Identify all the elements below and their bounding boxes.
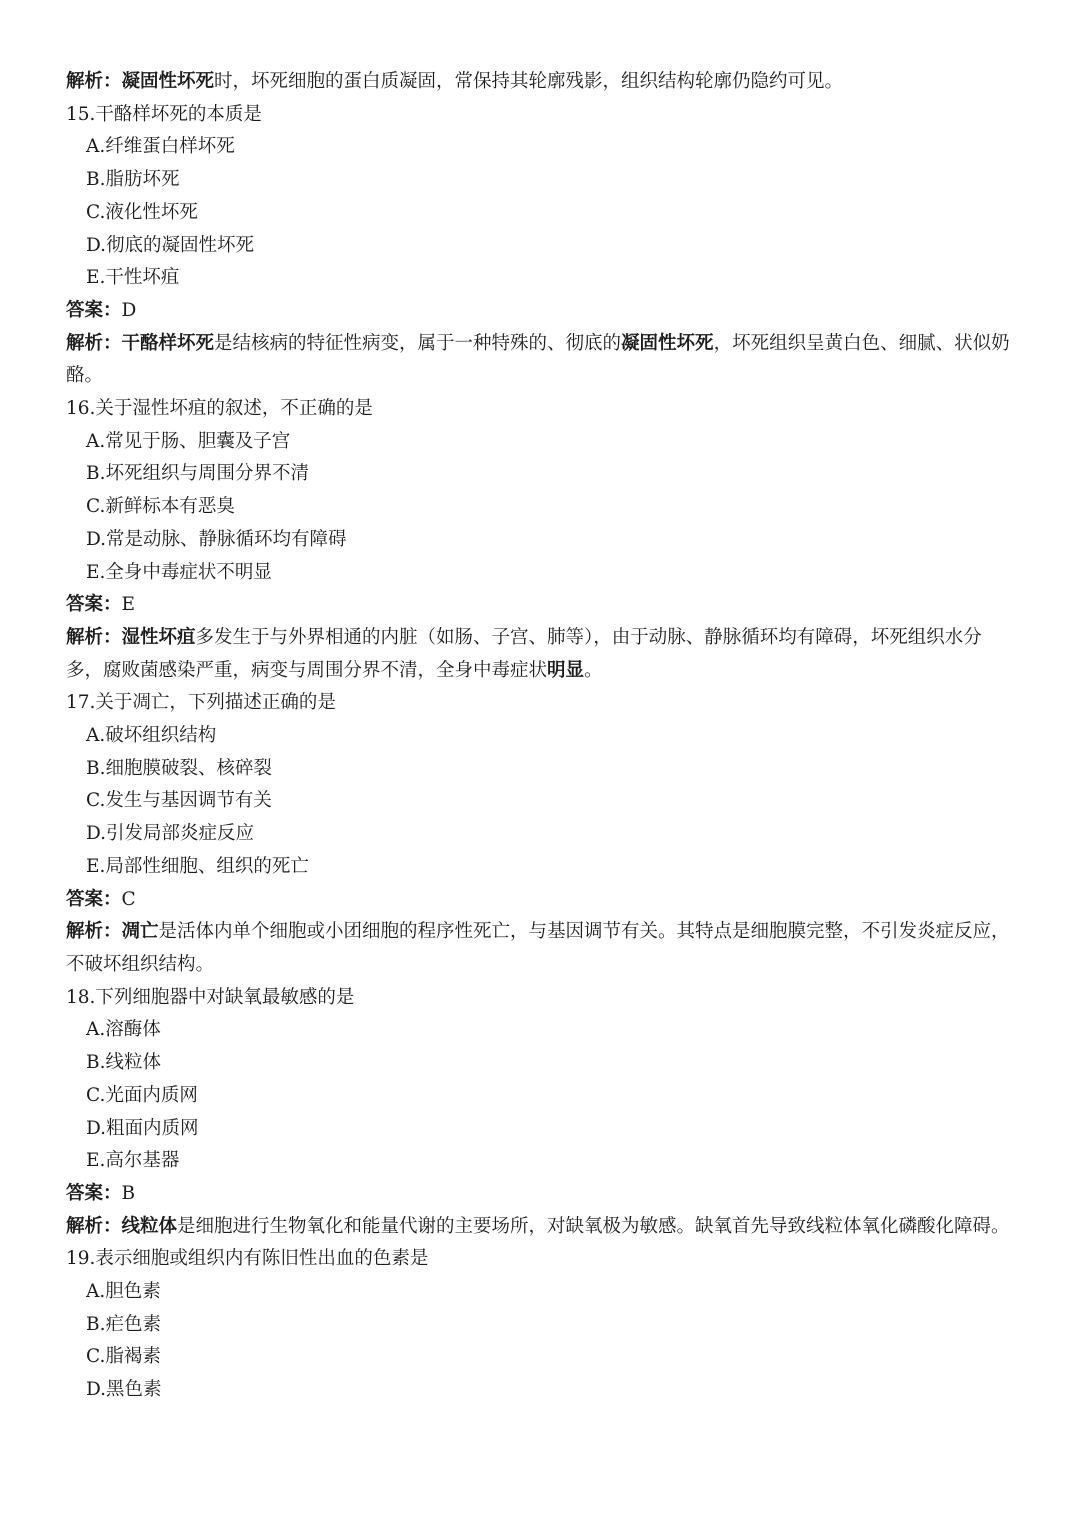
q16-option-a: A.常见于肠、胆囊及子宫 [86, 430, 291, 452]
q16-explanation [66, 622, 1018, 687]
explanation-label: 解析： [66, 921, 122, 943]
q18-option-d: D.粗面内质网 [86, 1117, 199, 1139]
q15-explanation [66, 328, 1018, 393]
q16-option-d: D.常是动脉、静脉循环均有障碍 [86, 528, 347, 550]
explanation-term: 明显 [547, 659, 585, 681]
q18-option-a: A.溶酶体 [86, 1019, 161, 1041]
q18-answer [66, 1178, 1018, 1211]
explanation-text: 是结核病的特征性病变，属于一种特殊的、彻底的 [214, 332, 622, 354]
q15-option-e: E.干性坏疽 [86, 267, 180, 289]
explanation-text: 是活体内单个细胞或小团细胞的程序性死亡，与基因调节有关。其特点是细胞膜完整，不引发炎症反应，不破坏组织结构。 [66, 921, 1010, 975]
q15-option-c: C.液化性坏死 [86, 201, 198, 223]
question-16-text: 16.关于湿性坏疽的叙述，不正确的是 [66, 398, 373, 420]
answer-value: D [121, 299, 137, 321]
question-15-text: 15.干酪样坏死的本质是 [66, 103, 262, 125]
explanation-term: 线粒体 [121, 1215, 178, 1237]
question-17-text: 17.关于凋亡，下列描述正确的是 [66, 692, 336, 714]
explanation-text: 多发生于与外界相通的内脏（如肠、子宫、肺等），由于动脉、静脉循环均有障碍，坏死组织水分多，腐败菌感染严重，病变与周围分界不清，全身中毒症状 [66, 626, 982, 681]
answer-value: B [121, 1182, 136, 1204]
q18-explanation [66, 1211, 1018, 1244]
q17-option-c: C.发生与基因调节有关 [86, 790, 272, 812]
explanation-label: 解析： [66, 71, 122, 92]
q17-option-a: A.破坏组织结构 [86, 725, 217, 747]
explanation-label: 解析： [66, 332, 122, 354]
q19-option-a: A.胆色素 [86, 1281, 161, 1303]
answer-label: 答案： [66, 594, 122, 616]
q16-option-e: E.全身中毒症状不明显 [86, 561, 272, 583]
answer-label: 答案： [66, 1182, 122, 1204]
q17-explanation [66, 916, 1018, 981]
explanation-text: 是细胞进行生物氧化和能量代谢的主要场所，对缺氧极为敏感。缺氧首先导致线粒体氧化磷酸化障碍。 [177, 1215, 1010, 1237]
q15-option-a: A.纤维蛋白样坏死 [86, 136, 235, 158]
q19-option-d: D.黑色素 [86, 1379, 162, 1401]
answer-value: C [121, 888, 136, 910]
explanation-term: 凝固性坏死 [621, 332, 714, 354]
explanation-text: ，坏死组织呈黄白色、细腻、状似奶酪。 [66, 332, 1010, 387]
q17-answer [66, 884, 1018, 917]
question-18-text: 18.下列细胞器中对缺氧最敏感的是 [66, 986, 355, 1008]
answer-label: 答案： [66, 299, 122, 321]
answer-label: 答案： [66, 888, 122, 910]
explanation-label: 解析： [66, 1215, 122, 1237]
q18-option-b: B.线粒体 [86, 1052, 161, 1074]
intro-explanation [66, 66, 1018, 99]
q16-option-b: B.坏死组织与周围分界不清 [86, 463, 309, 485]
explanation-text: 。 [584, 659, 603, 681]
q15-answer [66, 295, 1018, 328]
q18-option-e: E.高尔基器 [86, 1150, 180, 1172]
explanation-term: 干酪样坏死 [121, 332, 215, 354]
q19-option-b: B.疟色素 [86, 1313, 161, 1335]
explanation-label: 解析： [66, 626, 122, 648]
answer-value: E [121, 594, 136, 616]
q19-option-c: C.脂褐素 [86, 1346, 161, 1368]
q17-option-e: E.局部性细胞、组织的死亡 [86, 855, 309, 877]
q16-option-c: C.新鲜标本有恶臭 [86, 496, 235, 518]
q16-answer [66, 589, 1018, 622]
q18-option-c: C.光面内质网 [86, 1084, 198, 1106]
q17-option-d: D.引发局部炎症反应 [86, 823, 255, 845]
explanation-term: 湿性坏疽 [121, 626, 196, 648]
question-19-text: 19.表示细胞或组织内有陈旧性出血的色素是 [66, 1248, 429, 1270]
explanation-term: 凝固性坏死 [121, 71, 215, 92]
q15-option-d: D.彻底的凝固性坏死 [86, 234, 255, 256]
explanation-text: 时，坏死细胞的蛋白质凝固，常保持其轮廓残影，组织结构轮廓仍隐约可见。 [214, 71, 844, 92]
q17-option-b: B.细胞膜破裂、核碎裂 [86, 757, 272, 779]
explanation-term: 凋亡 [121, 921, 159, 943]
q15-option-b: B.脂肪坏死 [86, 169, 180, 191]
